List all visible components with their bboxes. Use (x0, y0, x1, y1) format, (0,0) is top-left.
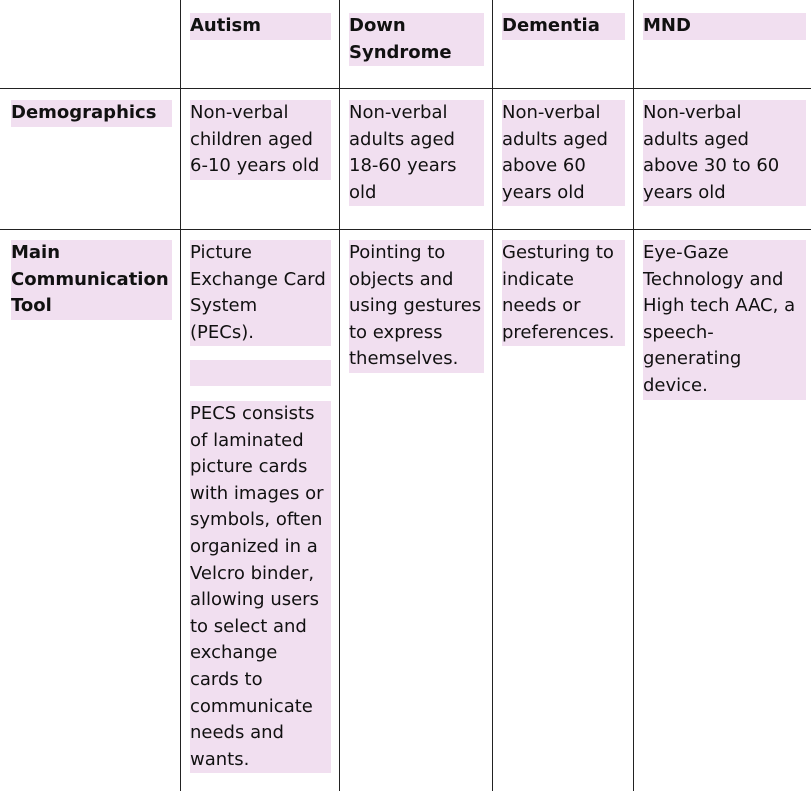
column-divider (339, 0, 340, 791)
row-divider (0, 229, 811, 230)
header-down-syndrome: Down Syndrome (349, 13, 484, 66)
tool-autism-description: PECS consists of laminated picture cards with images or symbols, often organized in a Velcro binder, allowing users to select and exchange cards to communicate needs and wants. (190, 401, 331, 773)
tool-down-syndrome: Pointing to objects and using gestures to express themselves. (349, 240, 484, 373)
header-autism: Autism (190, 13, 331, 40)
header-mnd: MND (643, 13, 806, 40)
row-divider (0, 88, 811, 89)
demographics-down-syndrome: Non-verbal adults aged 18-60 years old (349, 100, 484, 206)
tool-mnd: Eye-Gaze Technology and High tech AAC, a speech- generating device. (643, 240, 806, 400)
column-divider (633, 0, 634, 791)
header-dementia: Dementia (502, 13, 625, 40)
tool-dementia: Gesturing to indicate needs or preferences. (502, 240, 625, 346)
column-divider (492, 0, 493, 791)
row-header-demographics: Demographics (11, 100, 172, 127)
tool-autism-blank-line (190, 360, 331, 386)
column-divider (180, 0, 181, 791)
row-header-main-communication-tool: Main Communication Tool (11, 240, 172, 320)
demographics-autism: Non-verbal children aged 6-10 years old (190, 100, 331, 180)
tool-autism: Picture Exchange Card System (PECs). (190, 240, 331, 346)
demographics-mnd: Non-verbal adults aged above 30 to 60 years old (643, 100, 806, 206)
demographics-dementia: Non-verbal adults aged above 60 years old (502, 100, 625, 206)
